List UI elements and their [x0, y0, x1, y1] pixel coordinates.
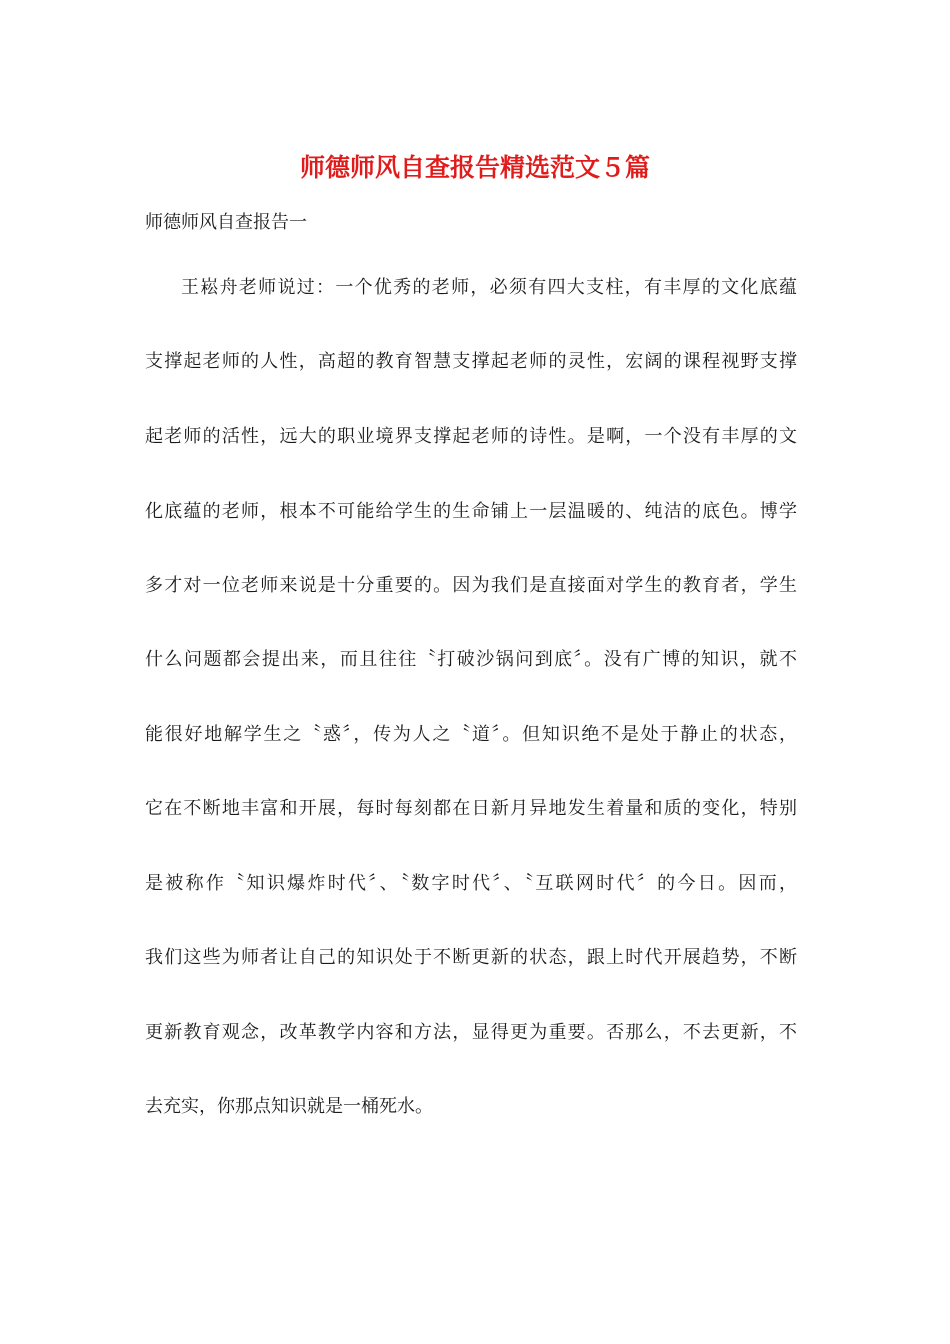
paragraph-line: 起老师的活性，远大的职业境界支撑起老师的诗性。是啊，一个没有丰厚的文 [145, 426, 797, 447]
paragraph-line: 我们这些为师者让自己的知识处于不断更新的状态，跟上时代开展趋势，不断 [145, 947, 797, 968]
paragraph-line: 它在不断地丰富和开展，每时每刻都在日新月异地发生着量和质的变化，特别 [145, 798, 797, 819]
paragraph-line: 支撑起老师的人性，高超的教育智慧支撑起老师的灵性，宏阔的课程视野支撑 [145, 351, 797, 372]
paragraph-line: 什么问题都会提出来，而且往往〝打破沙锅问到底〞。没有广博的知识，就不 [145, 649, 797, 670]
paragraph-line: 多才对一位老师来说是十分重要的。因为我们是直接面对学生的教育者，学生 [145, 575, 797, 596]
paragraph-line: 是被称作〝知识爆炸时代〞、〝数字时代〞、〝互联网时代〞的今日。因而， [145, 873, 797, 894]
document-title: 师德师风自查报告精选范文５篇 [299, 153, 650, 182]
section-heading: 师德师风自查报告一 [145, 212, 307, 233]
paragraph-line: 更新教育观念，改革教学内容和方法，显得更为重要。否那么，不去更新，不 [145, 1022, 797, 1043]
paragraph-line: 去充实，你那点知识就是一桶死水。 [145, 1096, 433, 1117]
paragraph-line: 王崧舟老师说过：一个优秀的老师，必须有四大支柱，有丰厚的文化底蕴 [181, 277, 797, 298]
paragraph-line: 化底蕴的老师，根本不可能给学生的生命铺上一层温暖的、纯洁的底色。博学 [145, 501, 797, 522]
paragraph-line: 能很好地解学生之〝惑〞，传为人之〝道〞。但知识绝不是处于静止的状态， [145, 724, 797, 745]
